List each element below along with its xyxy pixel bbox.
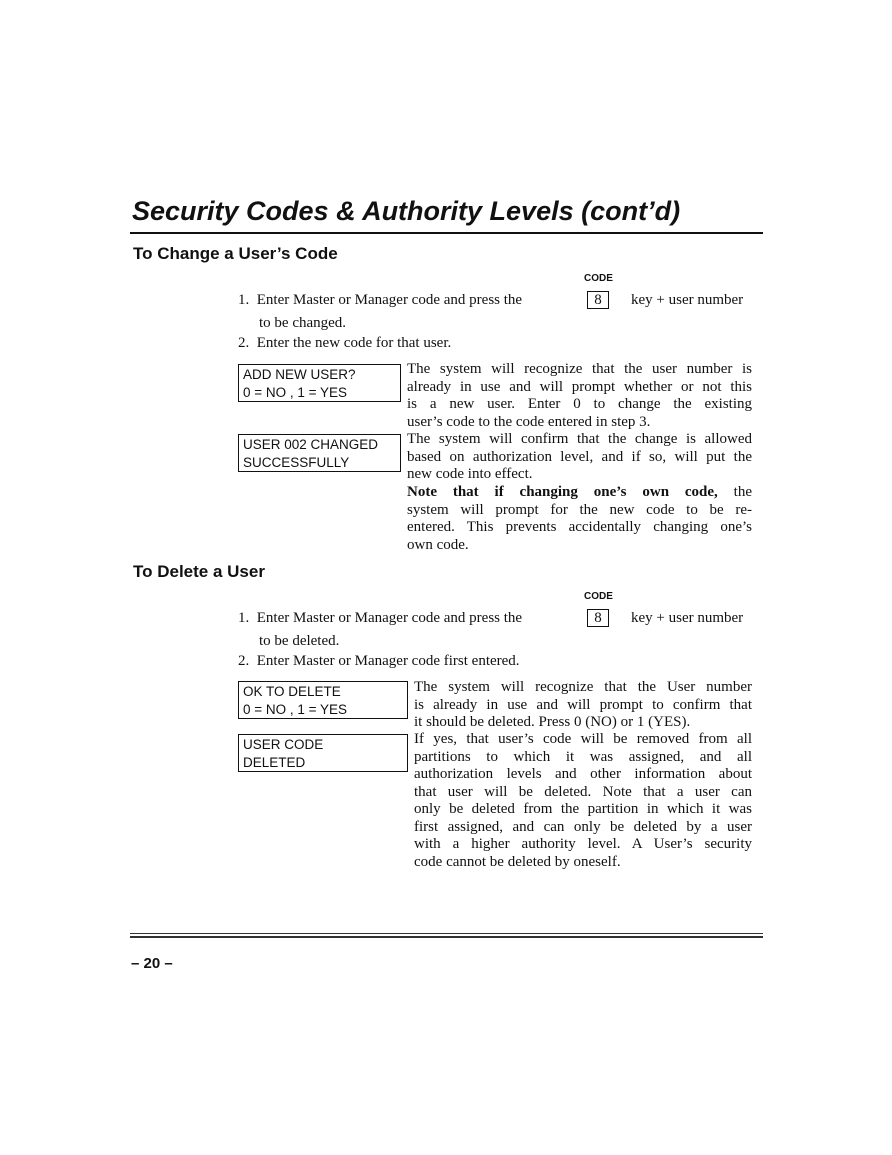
title-rule bbox=[130, 232, 763, 234]
change-description-recognize bbox=[407, 361, 752, 431]
change-step-1-suffix: key + user number bbox=[631, 292, 744, 308]
text-line: only be deleted from the partition in which it was bbox=[414, 801, 752, 817]
footer-rule bbox=[130, 936, 763, 938]
display-line: SUCCESSFULLY bbox=[243, 455, 350, 470]
display-line: 0 = NO , 1 = YES bbox=[243, 385, 348, 400]
page-number: – 20 – bbox=[131, 955, 173, 972]
text-line: partitions to which it was assigned, and all bbox=[414, 748, 752, 765]
delete-step-1-suffix: key + user number bbox=[631, 610, 744, 626]
change-step-1-continued: to be changed. bbox=[259, 315, 347, 331]
display-line: 0 = NO , 1 = YES bbox=[243, 702, 348, 717]
change-step-1: 1. Enter Master or Manager code and press the bbox=[238, 292, 523, 308]
text-line: new code into effect. bbox=[407, 466, 533, 482]
display-line: OK TO DELETE bbox=[243, 684, 341, 699]
code-key-8: 8 bbox=[587, 291, 609, 309]
text-line: The system will confirm that the change is allowed bbox=[407, 431, 752, 447]
change-description-confirm bbox=[407, 431, 752, 484]
text-line: The system will recognize that the user number is bbox=[407, 361, 752, 377]
text-line: code cannot be deleted by oneself. bbox=[414, 853, 621, 870]
text-line: own code. bbox=[407, 536, 469, 553]
text-line: If yes, that user’s code will be removed from all bbox=[414, 731, 752, 747]
change-note bbox=[407, 484, 752, 554]
delete-step-2: 2. Enter Master or Manager code first entered. bbox=[238, 653, 520, 669]
display-line: USER 002 CHANGED bbox=[243, 437, 379, 452]
text-line: is a new user. Enter 0 to change the existing bbox=[407, 396, 752, 412]
code-key-label: CODE bbox=[584, 273, 613, 284]
keypad-display-user-changed bbox=[238, 434, 401, 472]
section-heading-change-code: To Change a User’s Code bbox=[133, 244, 338, 263]
page-title: Security Codes & Authority Levels (cont’d) bbox=[132, 196, 681, 226]
footer-rule bbox=[130, 933, 763, 934]
delete-step-1-continued: to be deleted. bbox=[259, 633, 340, 649]
code-key-label: CODE bbox=[584, 591, 613, 602]
text-line: based on authorization level, and if so, will put the bbox=[407, 448, 752, 465]
display-line: USER CODE bbox=[243, 737, 324, 752]
text-line: authorization levels and other information about bbox=[414, 766, 752, 782]
text-line: The system will recognize that the User number bbox=[414, 679, 752, 695]
display-line: DELETED bbox=[243, 755, 306, 770]
text-line: first assigned, and can only be deleted by a user bbox=[414, 818, 752, 835]
section-heading-delete-user: To Delete a User bbox=[133, 562, 265, 581]
text-line bbox=[407, 484, 752, 502]
delete-description-removed bbox=[414, 731, 752, 871]
text-line: that user will be deleted. Note that a user can bbox=[414, 783, 752, 800]
keypad-display-user-code-deleted bbox=[238, 734, 408, 772]
keypad-display-add-new-user bbox=[238, 364, 401, 402]
text-line: with a higher authority level. A User’s security bbox=[414, 836, 752, 852]
change-step-2: 2. Enter the new code for that user. bbox=[238, 335, 452, 351]
text-line: system will prompt for the new code to be re- bbox=[407, 501, 752, 518]
text-line: entered. This prevents accidentally changing one’s bbox=[407, 519, 752, 535]
text-line: is already in use and will prompt to confirm that bbox=[414, 696, 752, 713]
code-key-8: 8 bbox=[587, 609, 609, 627]
note-text: the bbox=[717, 484, 752, 500]
display-line: ADD NEW USER? bbox=[243, 367, 356, 382]
text-line: user’s code to the code entered in step 3. bbox=[407, 413, 651, 430]
delete-step-1: 1. Enter Master or Manager code and press the bbox=[238, 610, 523, 626]
keypad-display-ok-to-delete bbox=[238, 681, 408, 719]
delete-description-recognize bbox=[414, 679, 752, 732]
note-bold-text: Note that if changing one’s own code, bbox=[407, 484, 718, 500]
text-line: it should be deleted. Press 0 (NO) or 1 (YES). bbox=[414, 714, 691, 730]
text-line: already in use and will prompt whether or not this bbox=[407, 378, 752, 395]
